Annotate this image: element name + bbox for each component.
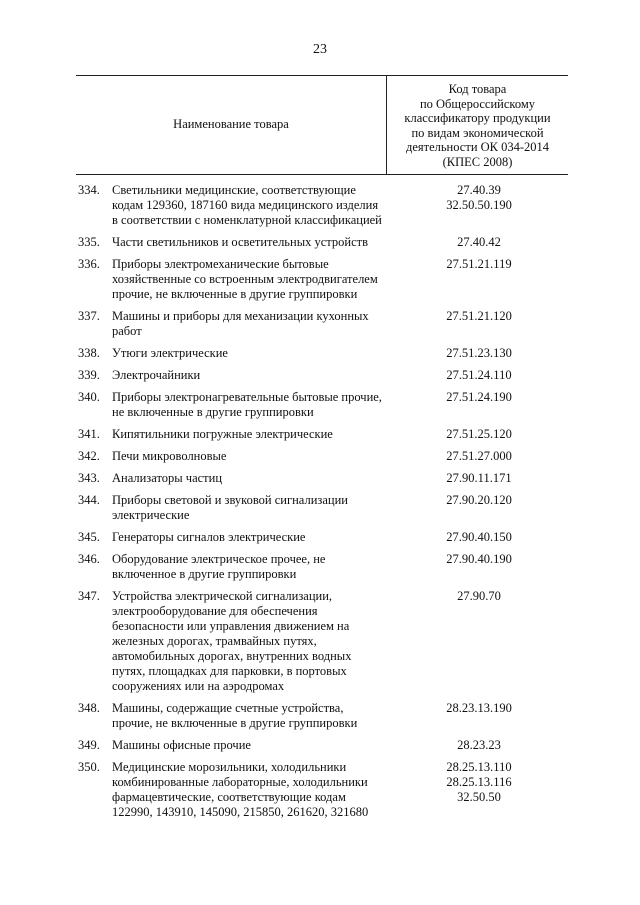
product-name: Приборы световой и звуковой сигнализации электрические	[112, 493, 348, 522]
row-number: 348.	[78, 701, 100, 715]
product-name: Машины офисные прочие	[112, 738, 251, 752]
product-name: Утюги электрические	[112, 346, 228, 360]
product-code: 27.40.42	[457, 235, 501, 249]
row-number: 334.	[78, 183, 100, 197]
row-number: 349.	[78, 738, 100, 752]
product-codes	[387, 427, 567, 442]
name-column-header: Наименование товара	[173, 117, 289, 131]
code-header-line: по видам экономической	[411, 125, 544, 140]
page-number: 23	[313, 42, 327, 57]
product-codes	[387, 760, 567, 820]
row-number: 339.	[78, 368, 100, 382]
table-row	[0, 449, 640, 464]
row-number: 342.	[78, 449, 100, 463]
product-name: Печи микроволновые	[112, 449, 227, 463]
product-codes	[387, 183, 567, 228]
table-header	[76, 75, 568, 175]
product-name: Медицинские морозильники, холодильники комбинированные лабораторные, холодильники фармацевтические, соответствующие кодам 122990, 143910, 145090, 215850, 261620, 321680	[112, 760, 369, 819]
row-number: 341.	[78, 427, 100, 441]
product-code: 27.51.21.119	[446, 257, 512, 271]
row-number: 350.	[78, 760, 100, 774]
row-number: 346.	[78, 552, 100, 566]
row-number: 338.	[78, 346, 100, 360]
table-row	[0, 235, 640, 250]
product-name: Машины и приборы для механизации кухонных работ	[112, 309, 369, 338]
table-row	[0, 390, 640, 420]
table-row	[0, 493, 640, 523]
product-codes	[387, 309, 567, 339]
table-row	[0, 738, 640, 753]
code-header-line: Код товара	[448, 82, 507, 96]
product-codes	[387, 530, 567, 545]
product-codes	[387, 346, 567, 361]
product-codes	[387, 471, 567, 486]
product-name: Машины, содержащие счетные устройства, прочие, не включенные в другие группировки	[112, 701, 358, 730]
product-name: Анализаторы частиц	[112, 471, 223, 485]
table-row	[0, 589, 640, 694]
row-number: 340.	[78, 390, 100, 404]
product-codes	[387, 449, 567, 464]
code-column-header	[387, 82, 568, 170]
product-name: Части светильников и осветительных устройств	[112, 235, 368, 249]
table-row	[0, 530, 640, 545]
table-row	[0, 368, 640, 383]
product-code: 27.90.70	[457, 589, 501, 603]
product-code: 28.25.13.110	[446, 760, 512, 774]
product-code: 27.51.23.130	[446, 346, 512, 360]
product-codes	[387, 738, 567, 753]
product-codes	[387, 552, 567, 582]
product-codes	[387, 368, 567, 383]
product-code: 32.50.50.190	[446, 198, 512, 212]
product-code: 27.51.21.120	[446, 309, 512, 323]
product-code: 27.90.40.150	[446, 530, 512, 544]
code-header-line: по Общероссийскому	[419, 96, 536, 111]
product-code: 27.90.11.171	[446, 471, 512, 485]
table-row	[0, 427, 640, 442]
product-name: Устройства электрической сигнализации, электрооборудование для обеспечения безопасности или управления движением на железных дорогах, трамвайных путях, автомобильных дорогах, внутренних водных путях, площадках для парковки, в портовых сооружениях или на аэродромах	[112, 589, 352, 693]
product-name: Кипятильники погружные электрические	[112, 427, 333, 441]
table-row	[0, 183, 640, 228]
row-number: 345.	[78, 530, 100, 544]
table-row	[0, 701, 640, 731]
product-code: 27.90.20.120	[446, 493, 512, 507]
product-name: Светильники медицинские, соответствующие кодам 129360, 187160 вида медицинского изделия в соответствии с номенклатурной классификацией	[112, 183, 382, 227]
product-code: 28.25.13.116	[446, 775, 512, 789]
table-row	[0, 552, 640, 582]
table-row	[0, 471, 640, 486]
product-name: Приборы электромеханические бытовые хозяйственные со встроенным электродвигателем прочие, не включенные в другие группировки	[112, 257, 378, 301]
row-number: 343.	[78, 471, 100, 485]
product-code: 27.51.27.000	[446, 449, 512, 463]
product-codes	[387, 235, 567, 250]
product-codes	[387, 257, 567, 302]
table-row	[0, 346, 640, 361]
product-codes	[387, 701, 567, 731]
product-name: Приборы электронагревательные бытовые прочие, не включенные в другие группировки	[112, 390, 382, 419]
row-number: 336.	[78, 257, 100, 271]
product-codes	[387, 390, 567, 420]
product-code: 32.50.50	[457, 790, 501, 804]
product-code: 28.23.13.190	[446, 701, 512, 715]
product-name: Генераторы сигналов электрические	[112, 530, 306, 544]
product-table-body	[0, 183, 640, 827]
row-number: 347.	[78, 589, 100, 603]
code-header-line: классификатору продукции	[404, 111, 551, 126]
table-row	[0, 257, 640, 302]
row-number: 337.	[78, 309, 100, 323]
product-codes	[387, 589, 567, 694]
product-code: 27.51.25.120	[446, 427, 512, 441]
table-row	[0, 309, 640, 339]
product-code: 28.23.23	[457, 738, 501, 752]
product-code: 27.51.24.110	[446, 368, 512, 382]
table-row	[0, 760, 640, 820]
code-header-line: (КПЕС 2008)	[442, 154, 513, 169]
product-code: 27.51.24.190	[446, 390, 512, 404]
row-number: 335.	[78, 235, 100, 249]
product-code: 27.40.39	[457, 183, 501, 197]
product-name: Электрочайники	[112, 368, 201, 382]
code-header-line: деятельности ОК 034-2014	[405, 140, 550, 155]
product-name: Оборудование электрическое прочее, не включенное в другие группировки	[112, 552, 326, 581]
product-code: 27.90.40.190	[446, 552, 512, 566]
product-codes	[387, 493, 567, 523]
row-number: 344.	[78, 493, 100, 507]
